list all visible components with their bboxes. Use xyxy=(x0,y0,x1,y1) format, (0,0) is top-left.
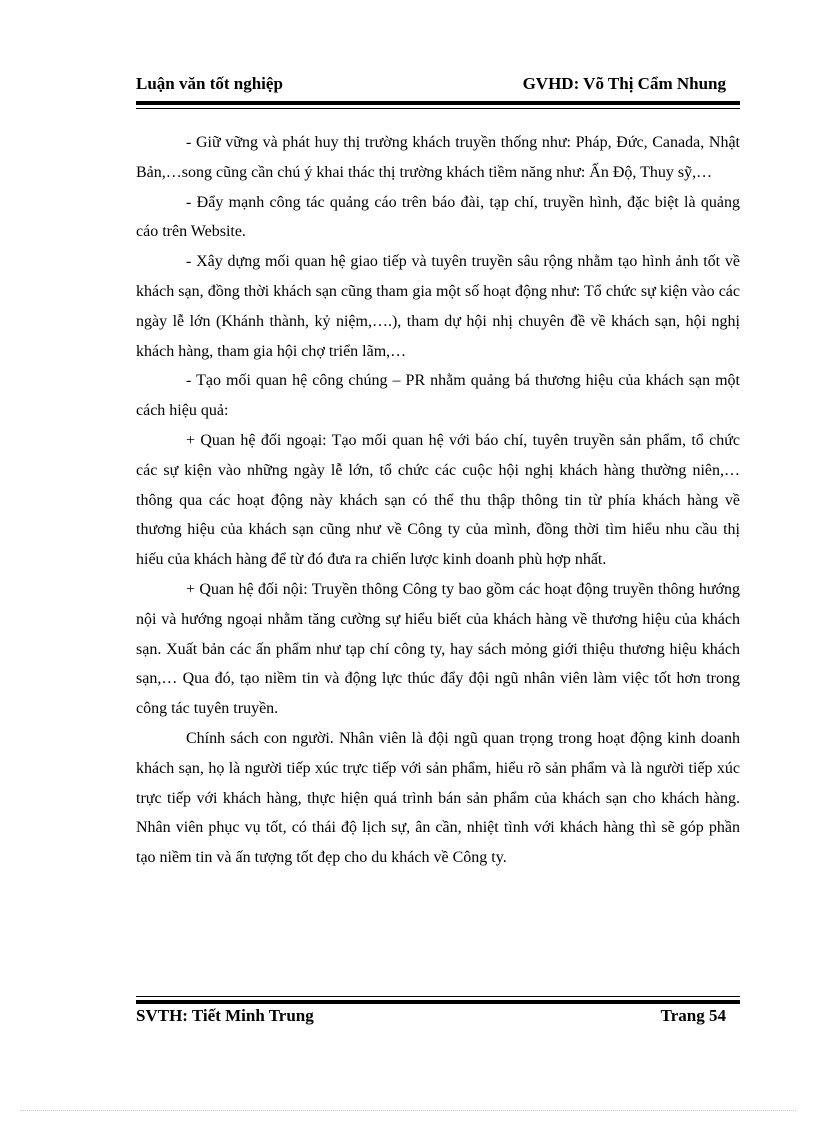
paragraph-advertising: - Đẩy mạnh công tác quảng cáo trên báo đài, tạp chí, truyền hình, đặc biệt là quảng cáo trên Website. xyxy=(136,193,740,241)
page-header xyxy=(136,74,740,98)
paragraph-internal-relations: + Quan hệ đối nội: Truyền thông Công ty bao gồm các hoạt động truyền thông hướng nội và hướng ngoại nhằm tăng cường sự hiểu biết của khách hàng về thương hiệu của khách sạn. Xuất bản các ấn phẩm như tạp chí công ty, hay sách mỏng giới thiệu thương hiệu khách sạn,… Qua đó, tạo niềm tin và động lực thúc đẩy đội ngũ nhân viên làm việc tốt hơn trong công tác tuyên truyền. xyxy=(136,580,740,718)
paragraph-people-policy: Chính sách con người. Nhân viên là đội ngũ quan trọng trong hoạt động kinh doanh khách sạn, họ là người tiếp xúc trực tiếp với sản phẩm, hiểu rõ sản phẩm và là người tiếp xúc trực tiếp với khách hàng, thực hiện quá trình bán sản phẩm của khách sạn cho khách hàng. Nhân viên phục vụ tốt, có thái độ lịch sự, ân cần, nhiệt tình với khách hàng thì sẽ góp phần tạo niềm tin và ấn tượng tốt đẹp cho du khách về Công ty. xyxy=(136,729,740,867)
paragraph-traditional-markets: - Giữ vững và phát huy thị trường khách truyền thống như: Pháp, Đức, Canada, Nhật Bản,…song cũng cần chú ý khai thác thị trường khách tiềm năng như: Ấn Độ, Thuy sỹ,… xyxy=(136,134,740,181)
advisor-name: GVHD: Võ Thị Cẩm Nhung xyxy=(522,74,726,93)
footer-rule-thick xyxy=(136,1000,740,1004)
student-name: SVTH: Tiết Minh Trung xyxy=(136,1006,314,1025)
page-edge-divider xyxy=(20,1110,796,1111)
footer-rule-thin xyxy=(136,996,740,997)
document-body xyxy=(136,128,740,873)
paragraph-public-relations: - Tạo mối quan hệ công chúng – PR nhằm quảng bá thương hiệu của khách sạn một cách hiệu quả: xyxy=(136,372,740,420)
header-rule-thin xyxy=(136,108,740,109)
page-number: Trang 54 xyxy=(660,1006,726,1025)
page-footer xyxy=(136,1006,740,1030)
thesis-title: Luận văn tốt nghiệp xyxy=(136,74,283,93)
paragraph-communication: - Xây dựng mối quan hệ giao tiếp và tuyên truyền sâu rộng nhằm tạo hình ảnh tốt về khách sạn, đồng thời khách sạn cũng tham gia một số hoạt động như: Tổ chức sự kiện vào các ngày lễ lớn (Khánh thành, kỷ niệm,….), tham dự hội nhị chuyên đề về khách sạn, hội nghị khách hàng, tham gia hội chợ triển lãm,… xyxy=(136,253,740,360)
header-rule-thick xyxy=(136,101,740,105)
paragraph-external-relations: + Quan hệ đối ngoại: Tạo mối quan hệ với báo chí, tuyên truyền sản phẩm, tổ chức các sự kiện vào những ngày lễ lớn, tổ chức các cuộc hội nghị khách hàng thường niên,…thông qua các hoạt động này khách sạn có thể thu thập thông tin từ phía khách hàng về thương hiệu của khách sạn cũng như về Công ty của mình, đồng thời tìm hiểu nhu cầu thị hiếu của khách hàng để từ đó đưa ra chiến lược kinh doanh phù hợp nhất. xyxy=(136,431,740,569)
